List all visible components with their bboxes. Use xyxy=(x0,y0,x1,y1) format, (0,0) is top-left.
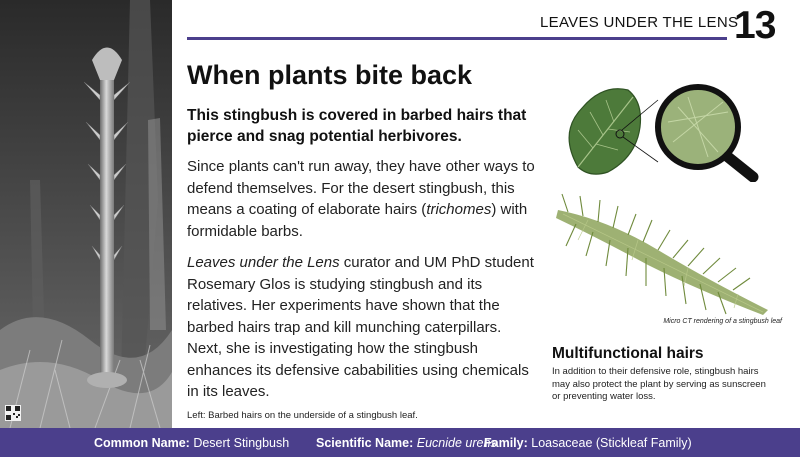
lead-text: This stingbush is covered in barbed hairs that pierce and snag potential herbivores. xyxy=(187,107,527,145)
body-paragraph-1 xyxy=(187,156,537,242)
series-title: LEAVES UNDER THE LENS xyxy=(540,14,739,31)
panel-number: 13 xyxy=(734,4,776,47)
para1-italic: trichomes xyxy=(426,201,492,218)
para2-text: curator and UM PhD student Rosemary Glos is studying stingbush and its relatives. Her experiments have shown that the barbed hairs trap and kill munching caterpillars. Next, she is investigating how the stingbush enhances its defensive cababilities using chemicals in its leaves. xyxy=(187,254,534,400)
common-name-value: Desert Stingbush xyxy=(189,436,290,450)
footer-bar xyxy=(0,428,800,457)
multifunctional-title: Multifunctional hairs xyxy=(552,345,704,362)
ct-caption: Micro CT rendering of a stingbush leaf xyxy=(663,318,782,325)
family-label: Family: xyxy=(484,436,528,450)
page-title: When plants bite back xyxy=(187,60,473,90)
para1-text: Since plants can't run away, they have other ways to defend themselves. For the desert stingbush, this means a coating of elaborate hairs ( xyxy=(187,158,535,218)
para1-text-end: ) with formidable barbs. xyxy=(187,201,528,240)
header-rule xyxy=(187,37,727,40)
scientific-name-label: Scientific Name: xyxy=(316,436,414,450)
family-value: Loasaceae (Stickleaf Family) xyxy=(527,436,692,450)
micro-ct-illustration xyxy=(548,190,778,315)
sem-photo xyxy=(0,0,172,428)
body-paragraph-2 xyxy=(187,252,537,403)
magnifying-glass-icon xyxy=(658,87,753,177)
para2-italic: Leaves under the Lens xyxy=(187,254,340,271)
family-name xyxy=(484,436,692,450)
leaf-magnifier-illustration xyxy=(548,72,778,182)
photo-caption: Left: Barbed hairs on the underside of a stingbush leaf. xyxy=(187,410,418,421)
scientific-name xyxy=(316,436,497,450)
common-name-label: Common Name: xyxy=(94,436,190,450)
scientific-name-value: Eucnide urens xyxy=(416,436,497,450)
common-name xyxy=(94,436,289,450)
qr-code-icon[interactable] xyxy=(5,405,21,421)
multifunctional-text: In addition to their defensive role, stingbush hairs may also protect the plant by serving as sunscreen or preventing water loss. xyxy=(552,366,766,402)
